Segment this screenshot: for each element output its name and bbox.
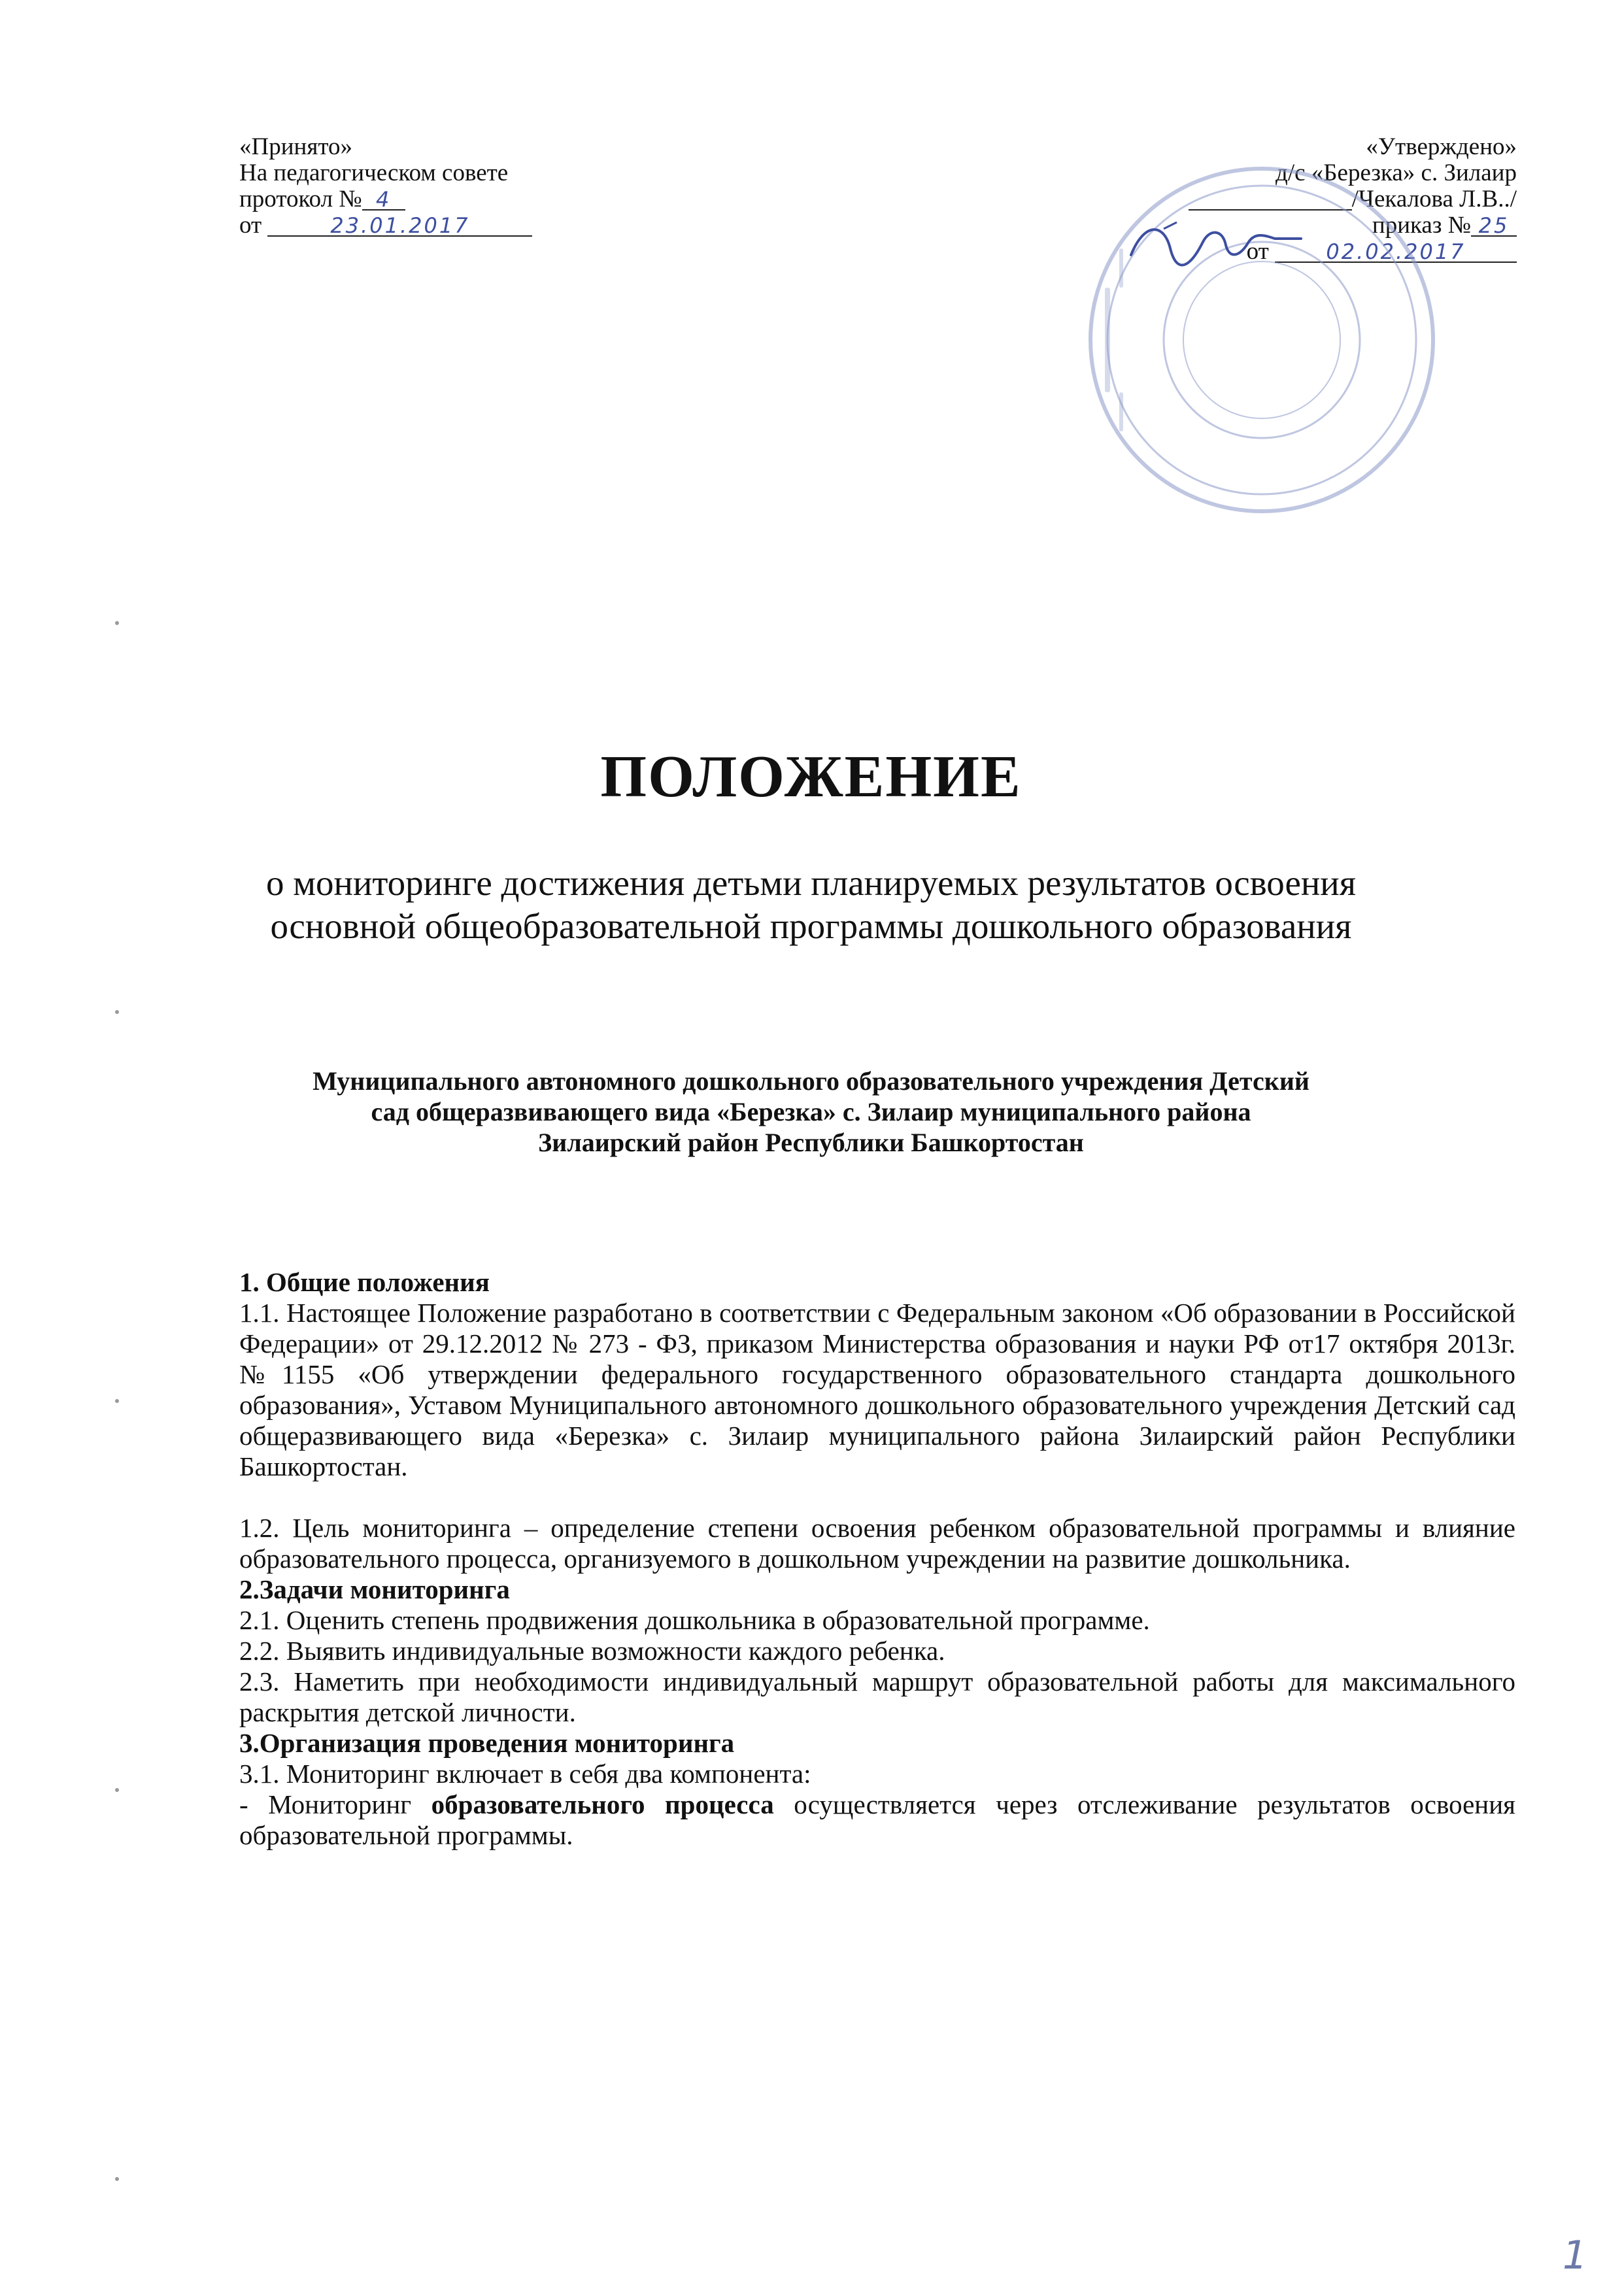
scan-dot: [115, 1788, 119, 1792]
scan-dot: [115, 621, 119, 625]
paragraph-1-1: 1.1. Настоящее Положение разработано в соответствии с Федеральным законом «Об образовании в Российской Федерации» от 29.12.2012 № 273 - ФЗ, приказом Министерства образования и науки РФ от17 октября 2013г. №1155 «Об утверждении федерального государственного образовательного стандарта дошкольного образования», Уставом Муниципального автономного дошкольного образовательного учреждения Детский сад общеразвивающего вида «Березка» с. Зилаир муниципального района Зилаирский район Республики Башкортостан.: [239, 1298, 1515, 1481]
section-2-heading: 2.Задачи мониторинга: [239, 1574, 510, 1604]
paragraph-1-2: 1.2. Цель мониторинга – определение степени освоения ребенком образовательной программы и влияние образовательного процесса, организуемого в дошкольном учреждении на развитие дошкольника.: [239, 1513, 1515, 1574]
approved-date-label: от: [1246, 238, 1269, 265]
paragraph-3-2-bold: образовательного процесса: [431, 1789, 774, 1819]
org-short-line: д/с «Березка» с. Зилаир: [1276, 160, 1517, 186]
scan-dot: [115, 1010, 119, 1014]
head-name: /Чекалова Л.В../: [1351, 186, 1517, 212]
handwritten-signature: [1124, 209, 1308, 281]
paragraph-2-1: 2.1. Оценить степень продвижения дошкольника в образовательной программе.: [239, 1605, 1150, 1635]
accepted-date-line: [239, 212, 697, 239]
document-title: ПОЛОЖЕНИЕ: [600, 743, 1022, 809]
scan-dot: [115, 1399, 119, 1403]
paragraph-3-1: 3.1. Мониторинг включает в себя два компонента:: [239, 1759, 811, 1789]
organization-line-2: сад общеразвивающего вида «Березка» с. Зилаир муниципального района: [371, 1097, 1251, 1126]
organization-line-3: Зилаирский район Республики Башкортостан: [538, 1128, 1084, 1157]
paragraph-2-2: 2.2. Выявить индивидуальные возможности каждого ребенка.: [239, 1636, 945, 1666]
section-1-heading: 1. Общие положения: [239, 1267, 490, 1297]
paragraph-2-3: 2.3. Наметить при необходимости индивидуальный маршрут образовательной работы для максимального раскрытия детской личности.: [239, 1666, 1515, 1727]
council-label: На педагогическом совете: [239, 160, 509, 186]
accepted-date-label: от: [239, 212, 262, 239]
paragraph-3-2: [239, 1789, 1515, 1851]
order-number: 25: [1471, 216, 1517, 237]
order-label: приказ №: [1372, 212, 1471, 239]
section-3-heading: 3.Организация проведения мониторинга: [239, 1728, 735, 1758]
document-body: [239, 1267, 1515, 1851]
page-number: 1: [1563, 2233, 1588, 2278]
accepted-label: «Принято»: [239, 133, 353, 160]
header-left: [239, 134, 697, 239]
protocol-label: протокол №: [239, 186, 362, 212]
organization-line-1: Муниципального автономного дошкольного образовательного учреждения Детский: [313, 1066, 1309, 1096]
protocol-number: 4: [362, 190, 405, 211]
document-subtitle: о мониторинге достижения детьми планируемых результатов освоения основной общеобразовательной программы дошкольного образования: [265, 863, 1357, 946]
paragraph-3-2-prefix: - Мониторинг: [239, 1789, 431, 1819]
approved-label: «Утверждено»: [1366, 133, 1517, 160]
paragraph-3-2-suffix: осуществляется через отслеживание результатов освоения образовательной программы.: [239, 1789, 1516, 1850]
approved-date-value: 02.02.2017: [1275, 242, 1517, 263]
accepted-date-value: 23.01.2017: [267, 216, 532, 237]
protocol-line: [239, 186, 697, 212]
scan-dot: [115, 2177, 119, 2181]
organization-block: [209, 1066, 1413, 1158]
